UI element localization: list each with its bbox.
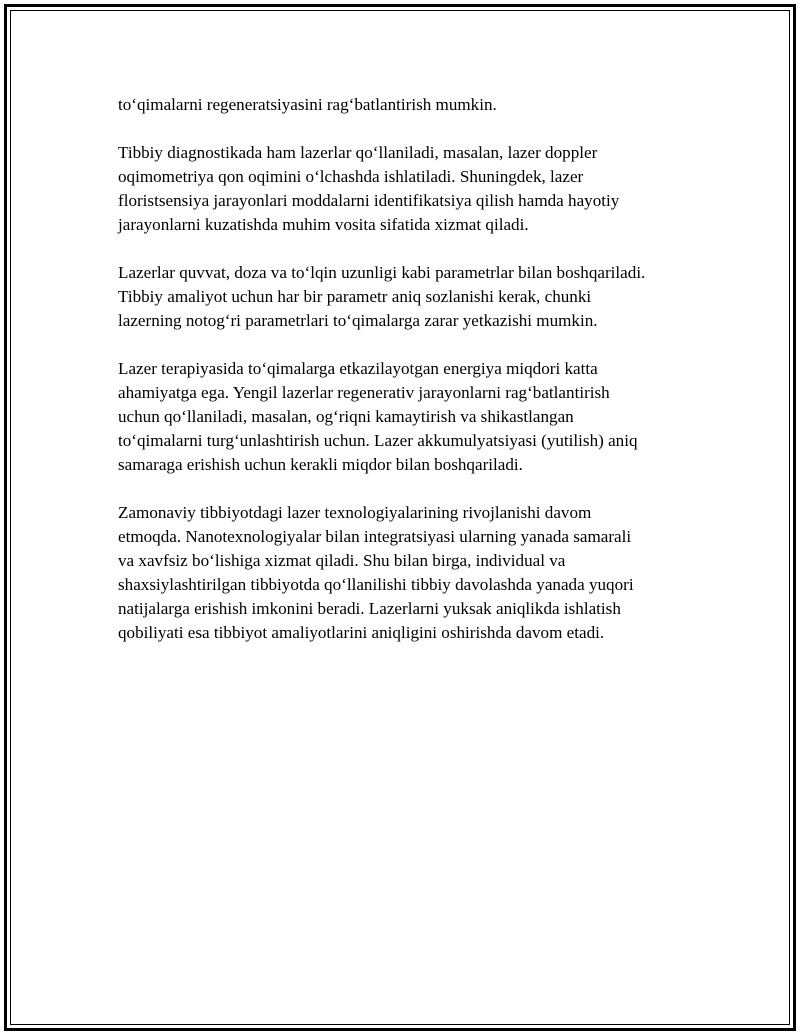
paragraph-line: jarayonlarni kuzatishda muhim vosita sifatida xizmat qiladi. [118, 215, 529, 234]
paragraph [118, 141, 698, 237]
paragraph-line: samaraga erishish uchun kerakli miqdor bilan boshqariladi. [118, 455, 523, 474]
paragraph-line: floristsensiya jarayonlari moddalarni identifikatsiya qilish hamda hayotiy [118, 191, 620, 210]
paragraph-line: Lazer terapiyasida to‘qimalarga etkazilayotgan energiya miqdori katta [118, 359, 598, 378]
paragraph-line: Lazerlar quvvat, doza va to‘lqin uzunligi kabi parametrlar bilan boshqariladi. [118, 263, 646, 282]
paragraph [118, 357, 698, 477]
paragraph [118, 261, 698, 333]
paragraph-line: Tibbiy diagnostikada ham lazerlar qo‘llaniladi, masalan, lazer doppler [118, 143, 598, 162]
paragraph-line: natijalarga erishish imkonini beradi. Lazerlarni yuksak aniqlikda ishlatish [118, 599, 621, 618]
paragraph [118, 501, 698, 645]
paragraph-line: oqimometriya qon oqimini o‘lchashda ishlatiladi. Shuningdek, lazer [118, 167, 584, 186]
document-body [118, 93, 698, 669]
paragraph-line: Zamonaviy tibbiyotdagi lazer texnologiyalarining rivojlanishi davom [118, 503, 592, 522]
paragraph-line: to‘qimalarni turg‘unlashtirish uchun. Lazer akkumulyatsiyasi (yutilish) aniq [118, 431, 638, 450]
paragraph-line: qobiliyati esa tibbiyot amaliyotlarini aniqligini oshirishda davom etadi. [118, 623, 605, 642]
paragraph-line: shaxsiylashtirilgan tibbiyotda qo‘llanilishi tibbiy davolashda yanada yuqori [118, 575, 634, 594]
paragraph [118, 93, 698, 117]
paragraph-line: ahamiyatga ega. Yengil lazerlar regenerativ jarayonlarni rag‘batlantirish [118, 383, 610, 402]
paragraph-line: Tibbiy amaliyot uchun har bir parametr aniq sozlanishi kerak, chunki [118, 287, 592, 306]
paragraph-line: lazerning notog‘ri parametrlari to‘qimalarga zarar yetkazishi mumkin. [118, 311, 598, 330]
paragraph-line: etmoqda. Nanotexnologiyalar bilan integratsiyasi ularning yanada samarali [118, 527, 632, 546]
paragraph-line: to‘qimalarni regeneratsiyasini rag‘batlantirish mumkin. [118, 95, 497, 114]
paragraph-line: va xavfsiz bo‘lishiga xizmat qiladi. Shu bilan birga, individual va [118, 551, 566, 570]
paragraph-line: uchun qo‘llaniladi, masalan, og‘riqni kamaytirish va shikastlangan [118, 407, 574, 426]
